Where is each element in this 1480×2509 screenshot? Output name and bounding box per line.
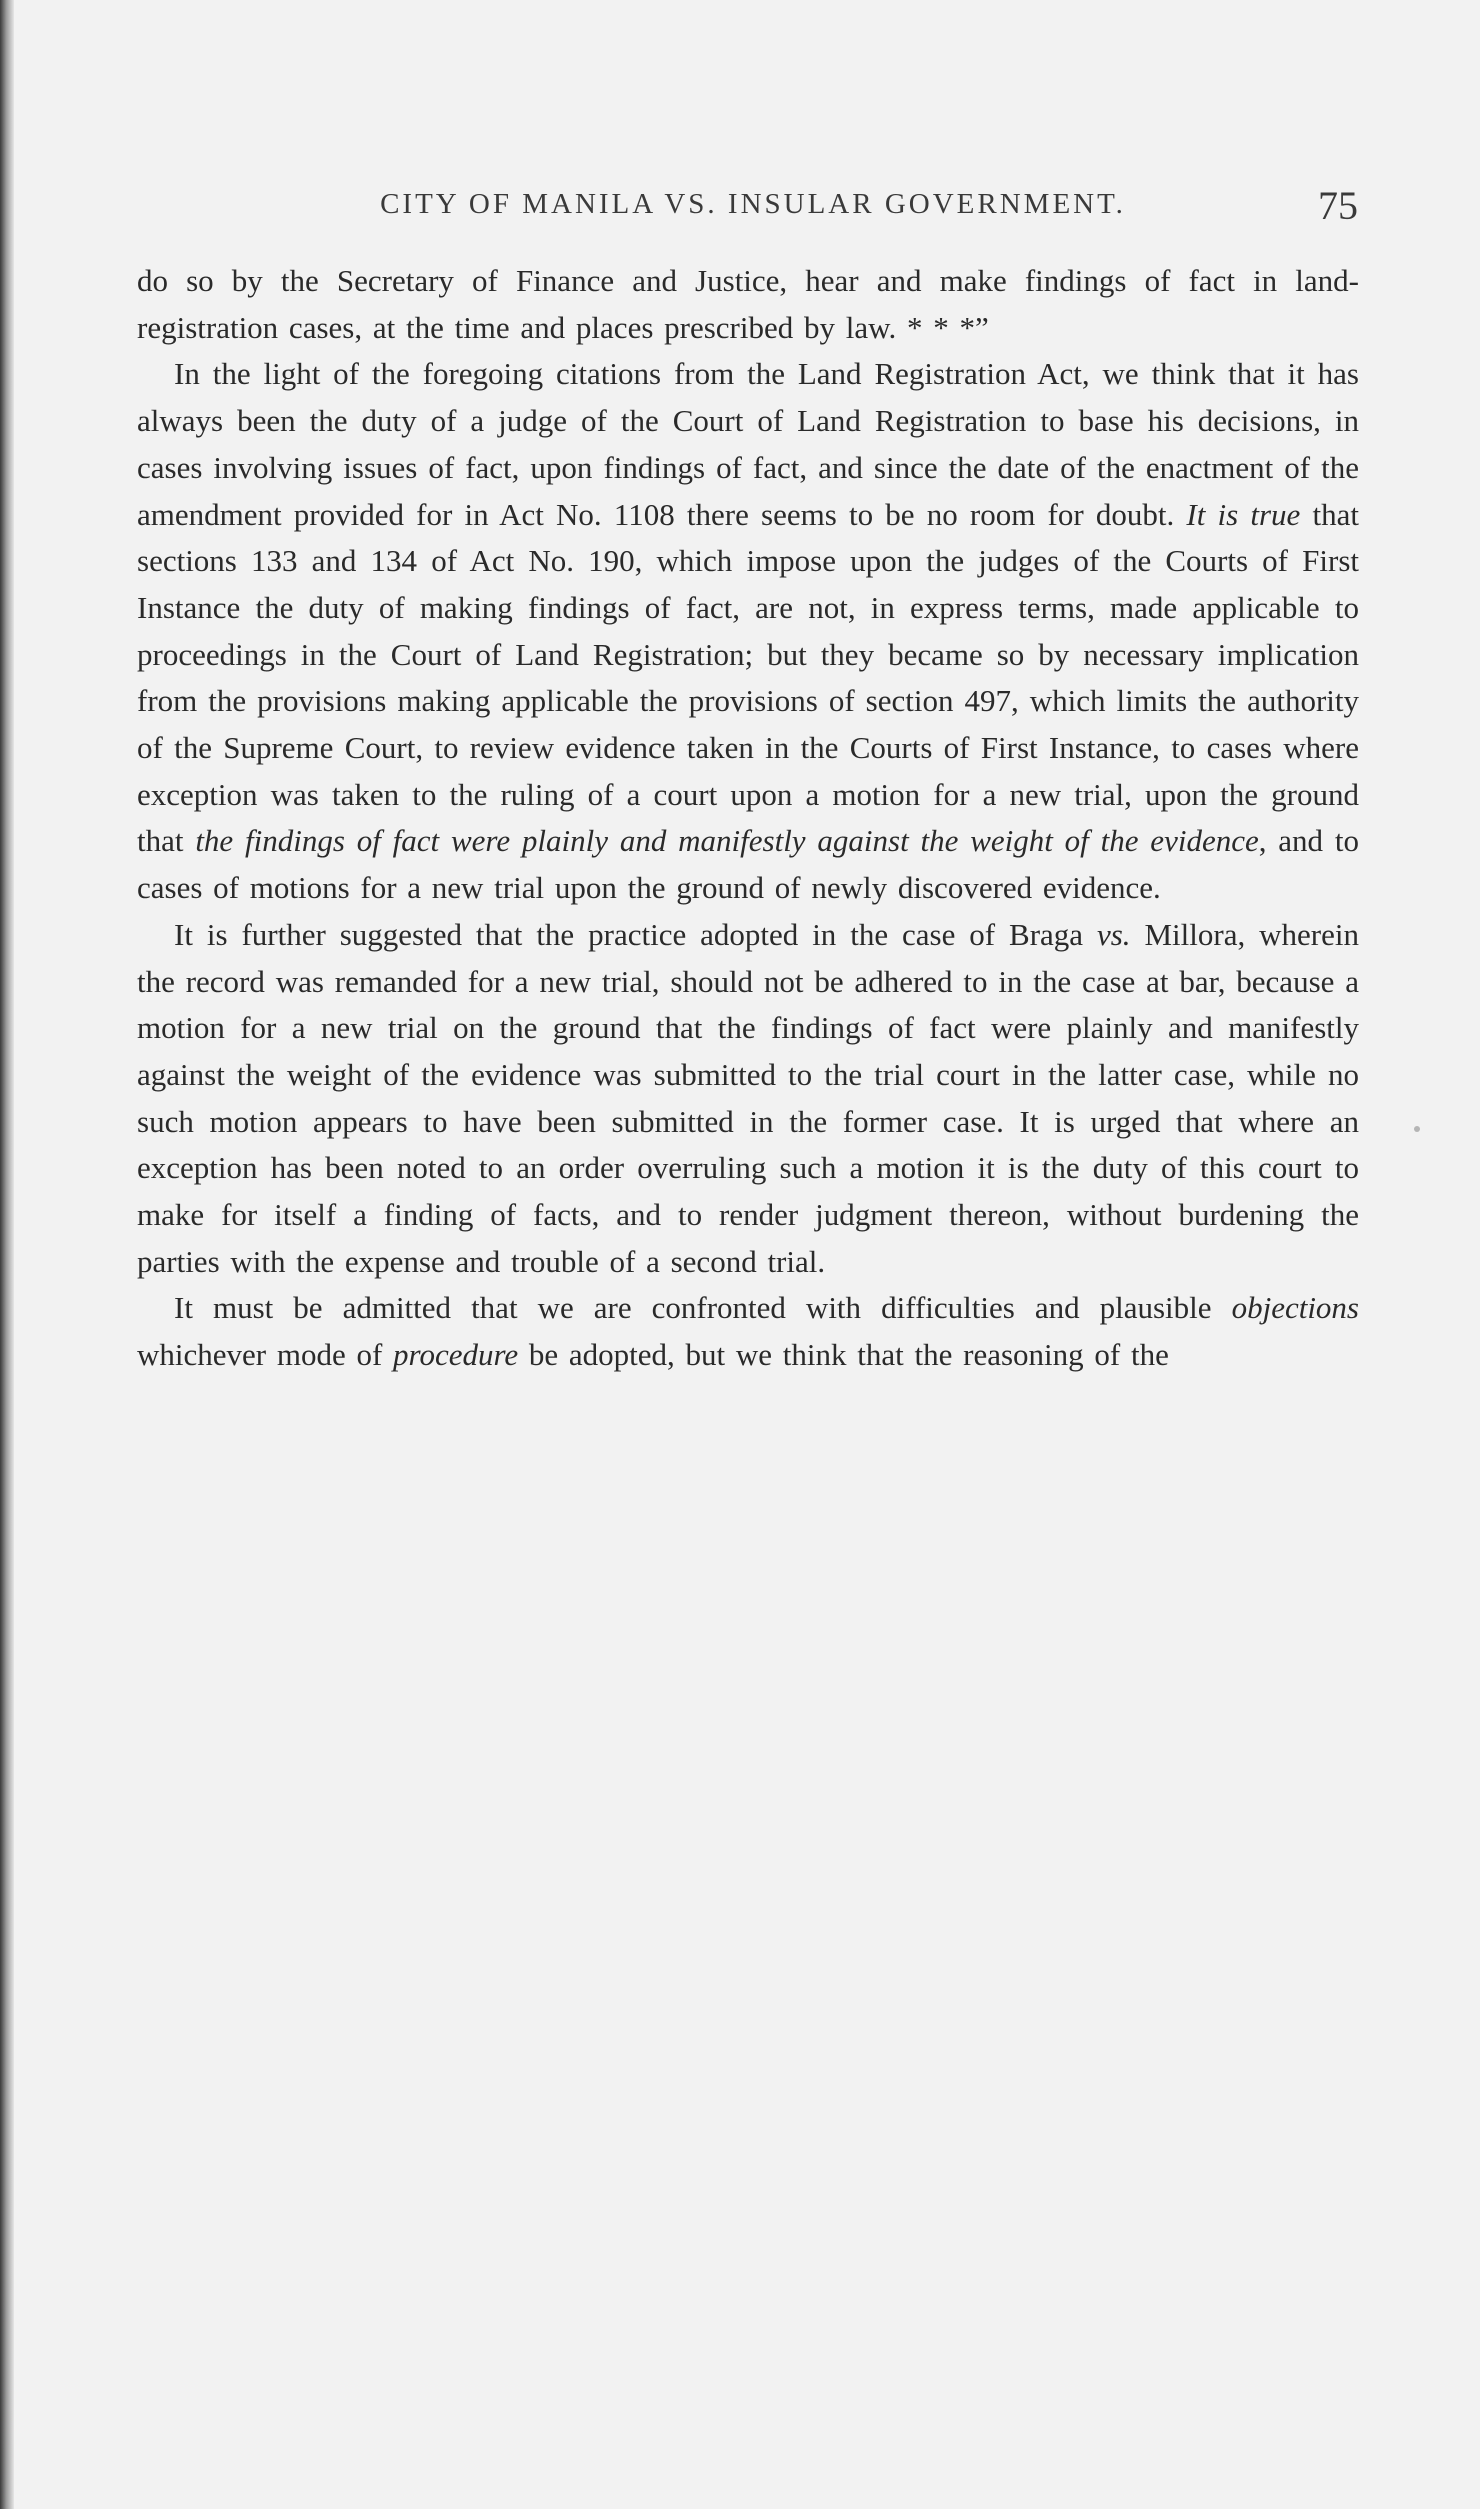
paragraph-4-italic-objections: objections [1231,1290,1359,1326]
paragraph-2 [137,351,1359,911]
body-text [137,258,1359,1379]
paragraph-3 [137,912,1359,1286]
paragraph-2-part-c: that sections 133 and 134 of Act No. 190, which impose upon the judges of the Courts of First Instance the duty of making findings of fact, are not, in express terms, made applicable to proceedings in the Court of Land Registration; but they became so by necessary implication from the provisions making applicable the provisions of section 497, which limits the authority of the Supreme Court, to review evidence taken in the Courts of First Instance, to cases where exception was taken to the ruling of a court upon a motion for a new trial, upon the ground that [137,496,1359,859]
paragraph-2-italic-quotation: the findings of fact were plainly and manifestly against the weight of the evidence [195,823,1259,859]
paragraph-4-part-e: be adopted, but we think that the reasoning of the [518,1337,1169,1373]
paragraph-2-italic-it-is-true: It is true [1186,496,1301,532]
paragraph-4-part-c: whichever mode of [137,1337,394,1373]
paragraph-1 [137,258,1359,351]
paragraph-4 [137,1285,1359,1378]
page-header [188,183,1358,236]
paragraph-4-italic-procedure: procedure [393,1337,519,1373]
running-title: CITY OF MANILA VS. INSULAR GOVERNMENT. [380,188,1126,220]
binding-edge-shadow [0,0,14,2509]
page-speck [1414,1126,1420,1132]
paragraph-3-part-c: Millora, wherein the record was remanded for a new trial, should not be adhered to in the case at bar, because a motion for a new trial on the ground that the findings of fact were plainly and manifestly against the weight of the evidence was submitted to the trial court in the latter case, while no such motion appears to have been submitted in the former case. It is urged that where an exception has been noted to an order overruling such a motion it is the duty of this court to make for itself a finding of facts, and to render judgment thereon, without burdening the parties with the expense and trouble of a second trial. [137,916,1359,1279]
page-number: 75 [1318,183,1358,228]
paragraph-2-part-a: In the light of the foregoing citations from the Land Registration Act, we think that it has always been the duty of a judge of the Court of Land Registration to base his decisions, in cases involving issues of fact, upon findings of fact, and since the date of the enactment of the amendment provided for in Act No. 1108 there seems to be no room for doubt. [137,356,1359,532]
paragraph-4-part-a: It must be admitted that we are confronted with difficulties and plausible [174,1290,1232,1326]
paragraph-1-text: do so by the Secretary of Finance and Justice, hear and make findings of fact in land-registration cases, at the time and places prescribed by law. * * *” [137,263,1359,345]
paragraph-3-part-a: It is further suggested that the practice adopted in the case of Braga [174,916,1097,952]
paragraph-2-part-e: , and to cases of motions for a new trial upon the ground of newly discovered evidence. [137,823,1359,906]
paragraph-3-italic-vs: vs. [1096,916,1131,952]
